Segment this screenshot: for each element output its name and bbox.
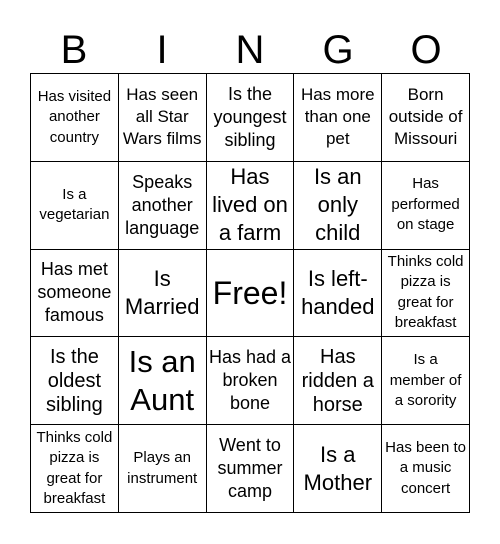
bingo-cell[interactable] <box>294 74 382 162</box>
cell-text: Is a member of a sorority <box>389 351 462 410</box>
bingo-cell[interactable] <box>207 425 295 513</box>
cell-text: Has visited another country <box>37 87 112 146</box>
cell-text: Is a vegetarian <box>39 185 110 224</box>
bingo-cell[interactable] <box>382 425 470 513</box>
cell-text: Is Married <box>124 265 200 319</box>
cell-text: Is a Mother <box>303 441 373 495</box>
cell-text: Thinks cold pizza is great for breakfast <box>387 252 464 332</box>
cell-text: Is the youngest sibling <box>213 83 287 150</box>
cell-text: Is the oldest sibling <box>46 345 103 416</box>
cell-text: Is an only child <box>313 164 362 246</box>
bingo-cell[interactable] <box>119 425 207 513</box>
bingo-cell[interactable] <box>382 337 470 425</box>
bingo-cell[interactable] <box>31 337 119 425</box>
free-space: Free! <box>212 274 288 311</box>
bingo-cell[interactable] <box>31 162 119 250</box>
bingo-cell[interactable] <box>294 337 382 425</box>
cell-text: Has ridden a horse <box>301 345 374 416</box>
header-letter-g: G <box>322 28 354 72</box>
cell-text: Has more than one pet <box>300 85 375 149</box>
cell-text: Is an Aunt <box>128 343 196 417</box>
bingo-cell[interactable] <box>207 337 295 425</box>
bingo-cell[interactable] <box>382 74 470 162</box>
bingo-cell[interactable] <box>31 74 119 162</box>
bingo-cell[interactable] <box>31 425 119 513</box>
bingo-cell[interactable] <box>382 162 470 250</box>
bingo-cell[interactable] <box>294 250 382 338</box>
bingo-cell[interactable] <box>294 162 382 250</box>
bingo-cell[interactable] <box>119 162 207 250</box>
cell-text: Has been to a music concert <box>385 438 467 497</box>
cell-text: Plays an instrument <box>127 449 198 487</box>
cell-text: Has had a broken bone <box>208 347 292 414</box>
cell-text: Has lived on a farm <box>212 164 288 246</box>
cell-text: Has met someone famous <box>37 259 112 326</box>
bingo-cell[interactable] <box>207 74 295 162</box>
cell-text: Went to summer camp <box>217 435 283 502</box>
header-letter-o: O <box>410 28 442 72</box>
bingo-cell[interactable] <box>119 250 207 338</box>
cell-text: Thinks cold pizza is great for breakfast <box>36 428 113 508</box>
bingo-cell[interactable] <box>31 250 119 338</box>
cell-text: Has seen all Star Wars films <box>122 85 202 149</box>
cell-text: Is left-handed <box>301 265 375 319</box>
cell-text: Has performed on stage <box>391 175 460 234</box>
cell-text: Born outside of Missouri <box>388 85 463 149</box>
header-letter-i: I <box>156 28 168 72</box>
header-letter-n: N <box>235 28 265 72</box>
bingo-cell[interactable] <box>382 250 470 338</box>
bingo-cell[interactable] <box>119 337 207 425</box>
bingo-board <box>30 73 470 513</box>
bingo-header <box>30 28 470 72</box>
header-letter-b: B <box>60 28 88 72</box>
cell-text: Speaks another language <box>125 171 200 238</box>
bingo-cell[interactable] <box>294 425 382 513</box>
bingo-cell[interactable] <box>119 74 207 162</box>
bingo-cell[interactable] <box>207 162 295 250</box>
bingo-cell[interactable] <box>207 250 295 338</box>
